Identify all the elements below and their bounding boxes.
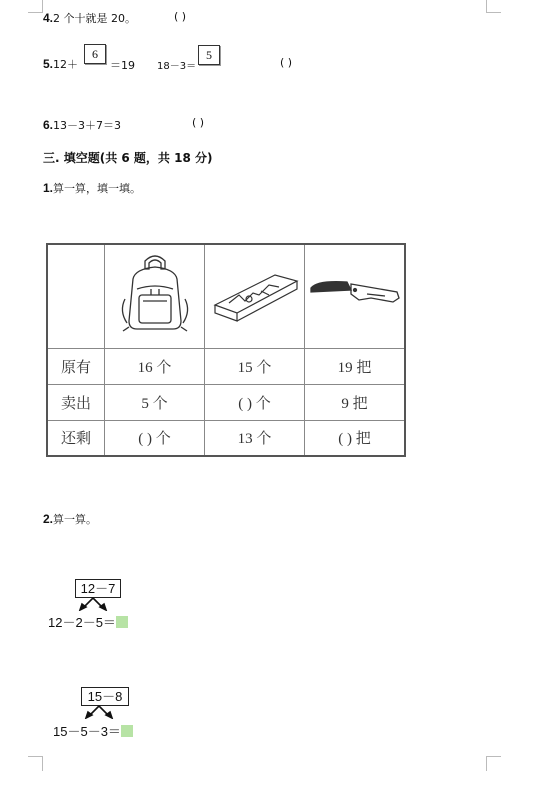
answer-blank[interactable]: ( ) <box>280 56 293 69</box>
row-label: 还剩 <box>47 420 105 456</box>
table-cell: 19 把 <box>305 348 406 384</box>
question-number: 1. <box>43 181 54 195</box>
calc-box: 12－7 <box>75 579 121 598</box>
fill-question-1 <box>43 180 141 196</box>
table-cell-blank[interactable]: ( ) 把 <box>305 420 406 456</box>
table-corner-cell <box>47 244 105 348</box>
table-cell: 9 把 <box>305 384 406 420</box>
pencil-case-icon <box>209 259 301 329</box>
knife-icon <box>307 274 403 314</box>
table-cell: 13 个 <box>205 420 305 456</box>
question-number: 6. <box>43 118 54 132</box>
split-arrow-icon <box>76 597 110 611</box>
question-text: 2 个十就是 20。 <box>53 12 137 25</box>
table-row <box>47 384 405 420</box>
backpack-icon <box>115 249 195 339</box>
question-number: 2. <box>43 512 54 526</box>
crop-mark-top-left <box>28 0 43 13</box>
table-cell: 5 个 <box>105 384 205 420</box>
answer-blank[interactable]: ( ) <box>174 10 187 23</box>
table-row <box>47 348 405 384</box>
question-text: 13－3＋7＝3 <box>53 119 122 132</box>
section-title: 三. 填空题(共 6 题，共 18 分) <box>43 151 213 165</box>
answer-field[interactable] <box>116 616 128 628</box>
fill-question-2 <box>43 511 97 527</box>
expression-text: 15－5－3＝ <box>53 724 121 739</box>
question-text: 算一算。 <box>53 513 98 526</box>
answer-box: 5 <box>198 45 220 65</box>
table-image-cell <box>305 244 406 348</box>
question-6 <box>43 117 121 133</box>
table-image-cell <box>105 244 205 348</box>
equation-part: ＝19 <box>110 59 135 72</box>
question-text: 算一算，填一填。 <box>53 182 142 195</box>
question-text: 12＋ <box>53 58 79 71</box>
table-image-cell <box>205 244 305 348</box>
equation-part: 18－3＝ <box>157 61 197 72</box>
row-label: 原有 <box>47 348 105 384</box>
table-row <box>47 420 405 456</box>
expression-text: 12－2－5＝ <box>48 615 116 630</box>
calc-expression <box>48 612 128 631</box>
crop-mark-bottom-left <box>28 756 43 771</box>
table-row <box>47 244 405 348</box>
answer-box: 6 <box>84 44 106 64</box>
crop-mark-bottom-right <box>486 756 501 771</box>
question-5 <box>43 56 78 72</box>
table-cell: 15 个 <box>205 348 305 384</box>
table-cell-blank[interactable]: ( ) 个 <box>205 384 305 420</box>
table-cell: 16 个 <box>105 348 205 384</box>
sales-table <box>46 243 406 457</box>
answer-field[interactable] <box>121 725 133 737</box>
table-cell-blank[interactable]: ( ) 个 <box>105 420 205 456</box>
calc-expression <box>53 721 133 740</box>
calc-box: 15－8 <box>81 687 129 706</box>
question-number: 4. <box>43 11 54 25</box>
question-number: 5. <box>43 57 54 71</box>
question-4 <box>43 10 136 26</box>
split-arrow-icon <box>82 705 116 719</box>
row-label: 卖出 <box>47 384 105 420</box>
crop-mark-top-right <box>486 0 501 13</box>
answer-blank[interactable]: ( ) <box>192 116 205 129</box>
